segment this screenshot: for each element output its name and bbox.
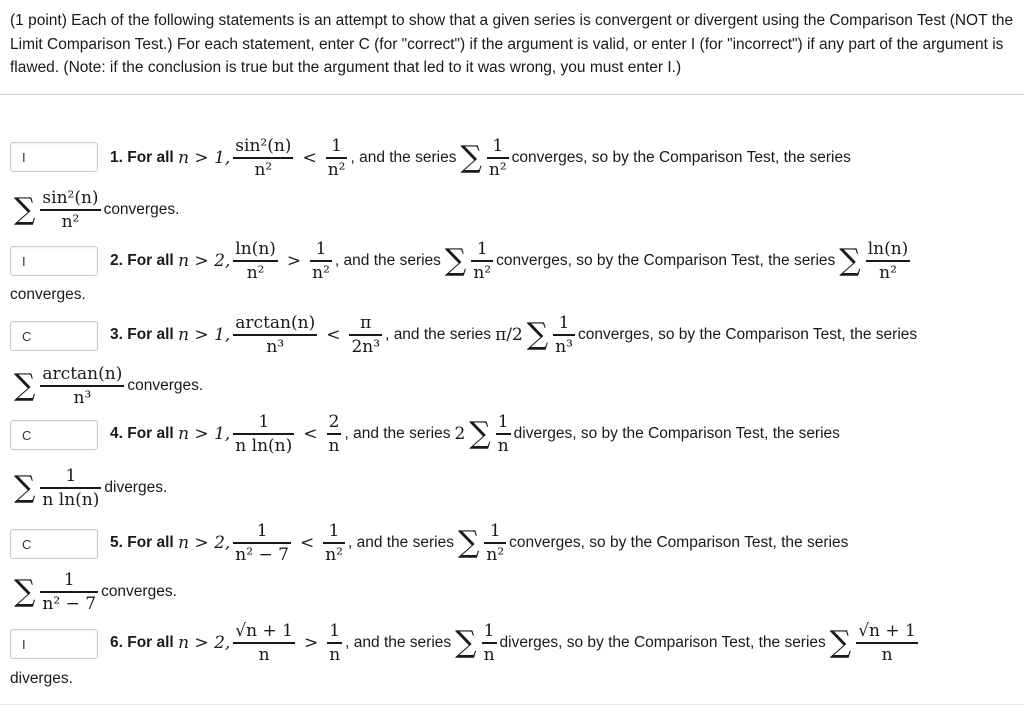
target-series-5: ∑ $\frac{1}{\text{n² − 7}}$ converges. [14, 570, 177, 614]
problem-intro: (1 point) Each of the following statements is an attempt to show that a given series is convergent or divergent using the Comparison Test (NOT the Limit Comparison Test.) For each statement, enter C (for "correct") if the argument is valid, or enter I (for "incorrect") if any part of the argument is flawed. (Note: if the conclusion is true but the argument that led to it was wrong, you must enter I.) [10, 12, 1014, 76]
sigma-icon: ∑ [526, 317, 549, 352]
sigma-icon: ∑ [457, 525, 480, 560]
target-series-3: ∑ $\frac{\arctan(n)}{\text{n³}}$ converges. [14, 364, 204, 408]
statement-6: 6. For all n > 2, $\frac{√n + 1}{n}$ > $\frac{1}{n}$ , and the series ∑ $\frac{1}{n}$ diverges, so by the Comparison Test, the series ∑ $\frac{√n + 1}{n}$ [110, 621, 916, 665]
lhs-fraction-1: $\frac{\text{sin²(n)}}{\text{n²}}$ [235, 136, 292, 180]
target-series-1: ∑ $\frac{\text{sin²(n)}}{\text{n²}}$ converges. [14, 188, 180, 232]
answer-input-1[interactable] [10, 142, 98, 172]
statement-5: 5. For all n > 2, $\frac{1}{\text{n² − 7}}$ < $\frac{1}{\text{n²}}$ , and the series ∑ $\frac{1}{\text{n²}}$ converges, so by the Comparison Test, the series [110, 521, 849, 565]
statement-2: 2. For all n > 2, $\frac{\ln(n)}{\text{n²}}$ > $\frac{1}{\text{n²}}$ , and the series ∑ $\frac{1}{\text{n²}}$ converges, so by the Comparison Test, the series ∑ $\frac{\ln(n)}{\text{n²}}$ [110, 239, 909, 283]
sigma-icon: ∑ [14, 470, 36, 505]
answer-input-5[interactable] [10, 529, 98, 559]
sigma-icon: ∑ [14, 574, 36, 609]
sigma-icon: ∑ [444, 243, 467, 278]
answer-input-2[interactable] [10, 246, 98, 276]
intro-divider [0, 94, 1024, 95]
sigma-icon: ∑ [460, 140, 482, 175]
statement-4: 4. For all n > 1, $\frac{1}{\text{n ln(n)}}$ < $\frac{2}{n}$ , and the series 2 ∑ $\frac{1}{n}$ diverges, so by the Comparison Test, the series [110, 412, 840, 456]
sigma-icon: ∑ [469, 416, 491, 451]
sigma-icon: ∑ [839, 243, 861, 278]
sigma-icon: ∑ [14, 192, 36, 227]
conclusion-6: diverges. [10, 670, 73, 687]
answer-input-3[interactable] [10, 321, 98, 351]
answer-input-4[interactable] [10, 420, 98, 450]
statement-1: 1. For all n > 1, $\frac{\text{sin²(n)}}{\text{n²}}$ < $\frac{1}{\text{n²}}$ , and the series ∑ $\frac{1}{\text{n²}}$ converges, so by the Comparison Test, the series [110, 136, 851, 180]
target-series-4: ∑ $\frac{1}{\text{n ln(n)}}$ diverges. [14, 466, 168, 510]
sigma-icon: ∑ [455, 625, 477, 660]
comparison-fraction-1: $\frac{1}{\text{n²}}$ [488, 136, 507, 180]
sigma-icon: ∑ [14, 368, 36, 403]
conclusion-2: converges. [10, 286, 86, 303]
sigma-icon: ∑ [829, 625, 852, 660]
answer-input-6[interactable] [10, 629, 98, 659]
rhs-fraction-1: $\frac{1}{\text{n²}}$ [327, 136, 346, 180]
statement-3: 3. For all n > 1, $\frac{\arctan(n)}{\text{n³}}$ < $\frac{\pi}{\text{2n³}}$ , and the series π/2 ∑ $\frac{1}{\text{n³}}$ converges, so by the Comparison Test, the series [110, 313, 918, 357]
bottom-divider [0, 704, 1024, 705]
